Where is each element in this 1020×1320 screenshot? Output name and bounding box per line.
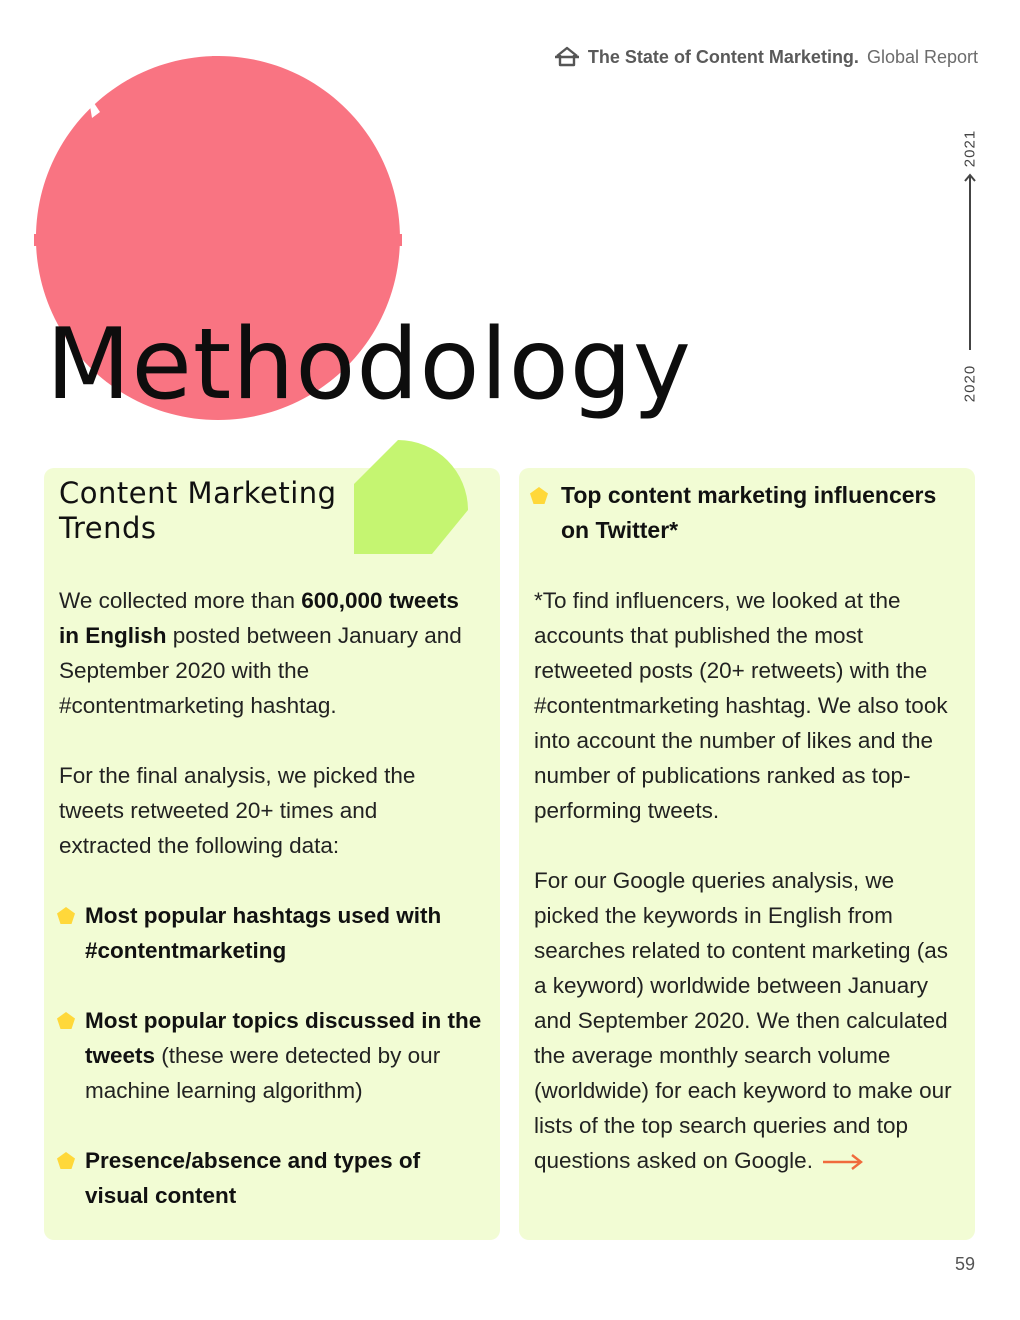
list-item-text: Presence/absence and types of visual content <box>85 1148 421 1208</box>
twitter-influencers-card <box>519 468 975 1240</box>
pentagon-bullet-icon <box>56 906 76 926</box>
year-timeline <box>955 120 985 410</box>
list-item <box>56 898 486 968</box>
influencers-paragraph: *To find influencers, we looked at the accounts that published the most retweeted posts (20+ retweets) with the #contentmarketing hashtag. We also took into account the number of likes and the number of publications ranked as top-performing tweets. <box>534 588 948 823</box>
collection-paragraph <box>59 583 484 723</box>
list-item-text: Most popular hashtags used with #contentmarketing <box>85 903 442 963</box>
list-item <box>56 1003 486 1108</box>
paragraph-text: For our Google queries analysis, we picked the keywords in English from searches related to content marketing (as a keyword) worldwide between January and September 2020. We then calculated the average monthly search volume (worldwide) for each keyword to make our lists of the top search queries and top questions asked on Google. <box>534 868 952 1173</box>
google-queries-paragraph <box>534 863 962 1178</box>
page-number: 59 <box>954 1254 975 1274</box>
report-title: The State of Content Marketing. <box>587 46 859 67</box>
paragraph-text: posted between January and September 2020 with the #contentmarketing hashtag. <box>59 623 462 718</box>
card-title-line-2: Trends <box>59 511 157 545</box>
card-heading-text: Top content marketing influencers on Twitter* <box>561 482 937 543</box>
content-marketing-trends-card <box>44 468 500 1240</box>
arrow-right-icon[interactable] <box>821 1152 865 1172</box>
list-item-text: Most popular topics discussed in the tweets (these were detected by our machine learning algorithm) <box>85 1008 482 1103</box>
timeline-end-year: 2021 <box>961 129 979 168</box>
tweet-language: tweets in English <box>59 588 459 648</box>
card-heading <box>529 478 961 548</box>
paragraph-text: We collected more than <box>59 588 302 613</box>
pentagon-bullet-icon <box>56 1011 76 1031</box>
page-title: Methodology <box>46 308 692 422</box>
pentagon-bullet-icon <box>529 486 549 506</box>
card-title <box>59 476 337 546</box>
list-item <box>56 1143 486 1213</box>
home-icon[interactable] <box>554 46 580 68</box>
report-header <box>554 46 978 68</box>
timeline-arrow-icon <box>962 172 978 352</box>
decorative-green-shape <box>350 436 472 558</box>
timeline-start-year: 2020 <box>961 364 979 403</box>
report-subtitle: Global Report <box>866 46 978 67</box>
card-title-line-1: Content Marketing <box>59 476 337 510</box>
tweet-count: 600,000 <box>301 588 383 613</box>
analysis-paragraph: For the final analysis, we picked the tweets retweeted 20+ times and extracted the following data: <box>59 763 416 858</box>
pentagon-bullet-icon <box>56 1151 76 1171</box>
